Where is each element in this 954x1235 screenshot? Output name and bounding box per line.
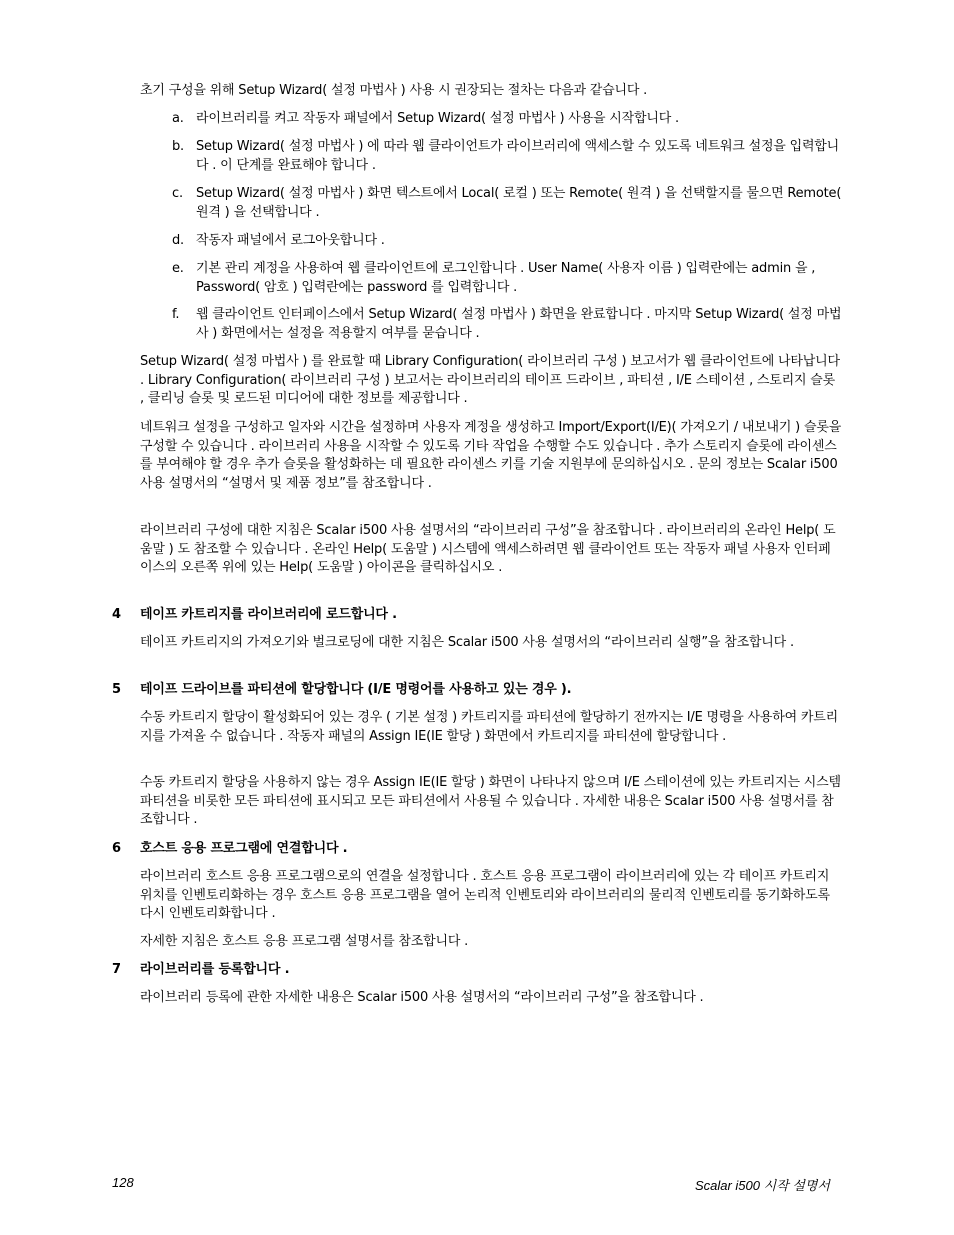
substep-label: e. [172,261,184,276]
step-title: 라이브러리를 등록합니다 . [140,962,290,977]
step-6-heading [112,840,842,859]
substep-text: 라이브러리를 켜고 작동자 패널에서 Setup Wizard( 설정 마법사 ) 사용을 시작합니다 . [196,111,679,126]
page-number: 128 [112,1175,134,1190]
substep-f [172,306,842,343]
step-5-paragraph-1: 수동 카트리지 할당이 활성화되어 있는 경우 ( 기본 설정 ) 카트리지를 파티션에 할당하기 전까지는 I/E 명령을 사용하여 카트리지를 가져올 수 없습니다 . 작동자 패널의 Assign IE(IE 할당 ) 화면에서 카트리지를 파티션에 할당합니다 . [140,710,838,744]
step-title: 테이프 드라이브를 파티션에 할당합니다 (I/E 명령어를 사용하고 있는 경우 ). [140,682,572,697]
substep-label: f. [172,307,180,322]
step-title: 호스트 응용 프로그램에 연결합니다 . [140,841,348,856]
substep-text: Setup Wizard( 설정 마법사 ) 에 따라 웹 클라이언트가 라이브러리에 액세스할 수 있도록 네트워크 설정을 입력합니다 . 이 단계를 완료해야 합니다 . [196,139,840,173]
substep-label: c. [172,186,183,201]
document-title: Scalar i500 시작 설명서 [694,1178,830,1193]
substep-label: b. [172,139,184,154]
substep-text: 기본 관리 계정을 사용하여 웹 클라이언트에 로그인합니다 . User Name( 사용자 이름 ) 입력란에는 admin 을 , Password( 암호 ) 입력란에는 password 를 입력합니다 . [196,261,816,295]
substep-text: Setup Wizard( 설정 마법사 ) 화면 텍스트에서 Local( 로컬 ) 또는 Remote( 원격 ) 을 선택할지를 물으면 Remote( 원격 ) 을 선택합니다 . [196,186,842,220]
substep-text: 작동자 패널에서 로그아웃합니다 . [196,233,385,248]
substep-c [172,185,842,222]
step-number: 5 [112,682,121,697]
config-guide-paragraph: 라이브러리 구성에 대한 지침은 Scalar i500 사용 설명서의 “라이브러리 구성”을 참조합니다 . 라이브러리의 온라인 Help( 도움말 ) 도 참조할 수 있습니다 . 온라인 Help( 도움말 ) 시스템에 액세스하려면 웹 클라이언트 또는 작동자 패널 사용자 인터페이스의 오른쪽 위에 있는 Help( 도움말 ) 아이콘을 클릭하십시오 . [140,523,836,575]
network-settings-paragraph: 네트워크 설정을 구성하고 일자와 시간을 설정하며 사용자 계정을 생성하고 Import/Export(I/E)( 가져오기 / 내보내기 ) 슬롯을 구성할 수 있습니다 . 라이브러리 사용을 시작할 수 있도록 기타 작업을 수행할 수도 있습니다 . 추가 스토리지 슬롯에 라이센스를 부여해야 할 경우 추가 슬롯을 활성화하는 데 필요한 라이센스 키를 기술 지원부에 문의하십시오 . 문의 정보는 Scalar i500 사용 설명서의 “설명서 및 제품 정보”를 참조합니다 . [140,420,842,491]
intro-paragraph: 초기 구성을 위해 Setup Wizard( 설정 마법사 ) 사용 시 권장되는 절차는 다음과 같습니다 . [140,83,648,98]
step-6-paragraph-1: 라이브러리 호스트 응용 프로그램으로의 연결을 설정합니다 . 호스트 응용 프로그램이 라이브러리에 있는 각 테이프 카트리지 위치를 인벤토리화하는 경우 호스트 응용 프로그램을 열어 논리적 인벤토리와 라이브러리의 물리적 인벤토리를 동기화하도록 다시 인벤토리화합니다 . [140,869,830,921]
step-title: 테이프 카트리지를 라이브러리에 로드합니다 . [140,607,397,622]
step-4-paragraph: 테이프 카트리지의 가져오기와 벌크로딩에 대한 지침은 Scalar i500 사용 설명서의 “라이브러리 실행”을 참조합니다 . [140,635,794,650]
step-4-heading [112,606,842,625]
substep-label: a. [172,111,184,126]
substep-e [172,260,842,297]
substep-d [172,232,842,251]
step-number: 7 [112,962,121,977]
substep-b [172,138,842,175]
step-number: 6 [112,841,121,856]
step-5-paragraph-2: 수동 카트리지 할당을 사용하지 않는 경우 Assign IE(IE 할당 ) 화면이 나타나지 않으며 I/E 스테이션에 있는 카트리지는 시스템 파티션을 비롯한 모든 파티션에 표시되고 모든 파티션에서 사용될 수 있습니다 . 자세한 내용은 Scalar i500 사용 설명서를 참조합니다 . [140,775,841,827]
substep-text: 웹 클라이언트 인터페이스에서 Setup Wizard( 설정 마법사 ) 화면을 완료합니다 . 마지막 Setup Wizard( 설정 마법사 ) 화면에서는 설정을 적용할지 여부를 묻습니다 . [196,307,842,341]
step-6-paragraph-2: 자세한 지침은 호스트 응용 프로그램 설명서를 참조합니다 . [140,934,469,949]
step-7-paragraph: 라이브러리 등록에 관한 자세한 내용은 Scalar i500 사용 설명서의 “라이브러리 구성”을 참조합니다 . [140,990,704,1005]
substep-label: d. [172,233,184,248]
step-number: 4 [112,607,121,622]
substep-a [172,110,842,129]
library-config-paragraph: Setup Wizard( 설정 마법사 ) 를 완료할 때 Library Configuration( 라이브러리 구성 ) 보고서가 웹 클라이언트에 나타납니다 . Library Configuration( 라이브러리 구성 ) 보고서는 라이브러리의 테이프 드라이브 , 파티션 , I/E 스테이션 , 스토리지 슬롯 , 클리닝 슬롯 및 로드된 미디어에 대한 정보를 제공합니다 . [140,354,840,406]
step-5-heading [112,681,842,700]
step-7-heading [112,961,842,980]
